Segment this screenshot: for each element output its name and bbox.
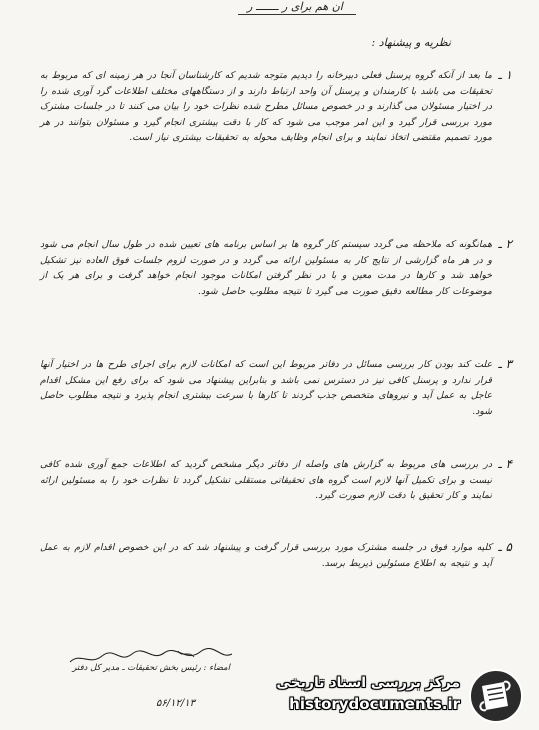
section-number: ۲ ـ — [498, 237, 512, 251]
watermark-url: historydocuments.ir — [289, 695, 460, 713]
scroll-document-logo-icon — [468, 668, 524, 724]
section-text: علت کند بودن کار بررسی مسائل در دفاتر مربوط این است که امکانات لازم برای اجرای طرح ها در اختیار آنها قرار ندارد و پرسنل کافی نیز در دسترس نمی باشد و بنابراین پیشنهاد می شود که برای رفع این مشکل اقدام عاجل به عمل آید و نیروهای متخصص جذب گردند تا کارها با سرعت بیشتری انجام پذیرد و نتیجه مطلوب حاصل شود. — [40, 359, 492, 417]
intro-heading: نظریه و پیشنهاد : — [371, 36, 451, 49]
watermark-title: مرکز بررسی اسناد تاریخی — [276, 675, 460, 691]
section-text: ما بعد از آنکه گروه پرسنل فعلی دبیرخانه را دیدیم متوجه شدیم که کارشناسان آنجا در هر زمینه ای که مربوط به تحقیقات می باشد با کارمندان و پرسنل آن واحد ارتباط دارند و از دستگاههای مختلف اطلاعات گرد آوری شده را در اختیار مسئولان می گذارند و در خصوص مسائل مطرح شده نظرات خود را بیان می کنند تا در جلسات مشترک مورد بررسی قرار گیرد و این امر موجب می شود که کار با دقت بیشتری انجام گیرد و مسئولان بتوانند در هر مورد تصمیم مقتضی اتخاذ نمایند و برای انجام وظایف محوله به تحقیقات بیشتری نیاز است. — [40, 70, 492, 143]
section-text: کلیه موارد فوق در جلسه مشترک مورد بررسی قرار گرفت و پیشنهاد شد که در این خصوص اقدام لازم به عمل آید و نتیجه به اطلاع مسئولین ذیربط برسد. — [40, 542, 492, 569]
signature-text: امضاء : رئیس بخش تحقیقات ـ مدیر کل دفتر — [72, 663, 230, 673]
section-5 — [40, 540, 512, 571]
document-header: ان هم برای ر ـــــــ ر — [247, 0, 343, 13]
section-text: همانگونه که ملاحظه می گردد سیستم کار گروه ها بر اساس برنامه های تعیین شده در طول سال انجام می شود و در هر ماه گزارشی از نتایج کار به مسئولین ارائه می گردد و در صورت لزوم جلسات فوق العاده نیز تشکیل خواهد شد و کارها در مدت معین و با در نظر گرفتن امکانات موجود انجام خواهد گرفت و برای هر یک از موضوعات کار مطالعه دقیق صورت می گیرد تا نتیجه مطلوب حاصل شود. — [40, 239, 492, 297]
section-1 — [40, 68, 512, 146]
section-3 — [40, 357, 512, 419]
signature-date: ۵۶/۱۲/۱۳ — [156, 698, 195, 709]
header-underline — [238, 14, 356, 15]
section-text: در بررسی های مربوط به گزارش های واصله از دفاتر دیگر مشخص گردید که اطلاعات جمع آوری شده کافی نیست و برای تکمیل آنها لازم است گروه های تحقیقاتی مستقلی تشکیل گردد تا نظرات خود را به مسئولین ارائه نمایند و کار تحقیق با دقت لازم صورت گیرد. — [40, 459, 492, 501]
watermark-text — [268, 672, 460, 713]
section-2 — [40, 237, 512, 299]
section-number: ۳ ـ — [498, 357, 512, 371]
section-4 — [40, 457, 512, 504]
signature-block — [60, 648, 240, 708]
watermark — [268, 668, 532, 724]
section-number: ۴ ـ — [498, 457, 512, 471]
section-number: ۵ ـ — [498, 540, 512, 554]
section-number: ۱ ـ — [498, 68, 512, 82]
